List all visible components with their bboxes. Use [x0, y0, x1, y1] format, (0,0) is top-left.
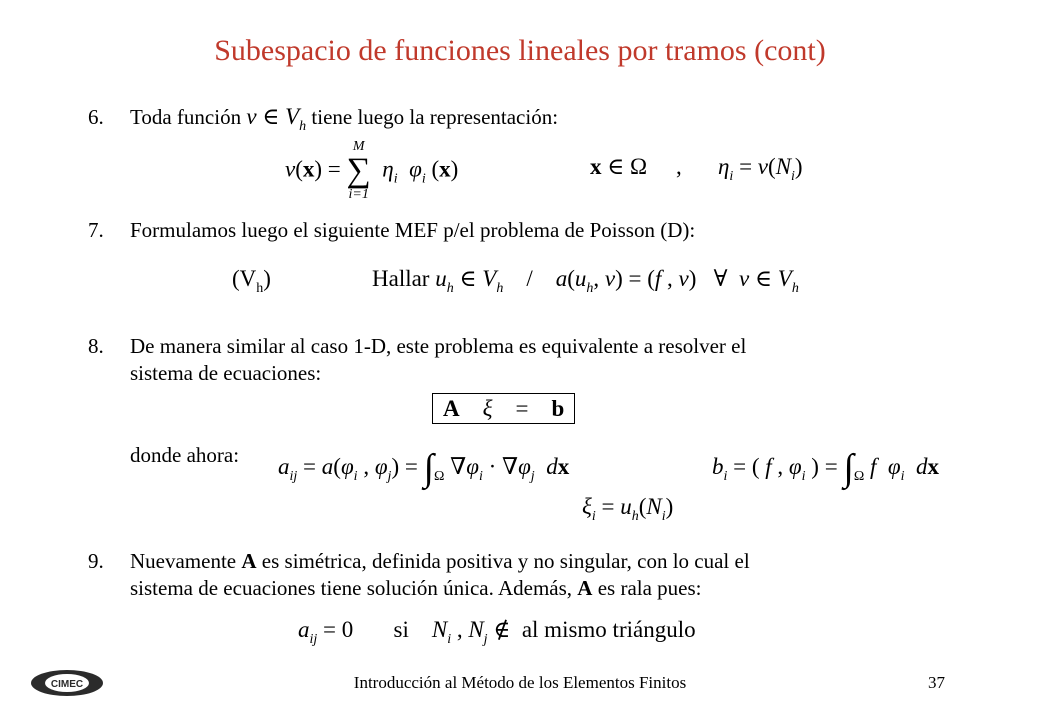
donde-label: donde ahora:: [130, 443, 240, 467]
item-text: De manera similar al caso 1-D, este problema es equivalente a resolver el: [130, 334, 747, 358]
page-number: 37: [928, 673, 945, 692]
item-text: sistema de ecuaciones:: [130, 361, 322, 385]
matrix-symbol: A: [577, 576, 593, 600]
formula-representation: v(x) = M ∑ i=1 $\eta_i$ $\varphi_i$ (x): [285, 139, 459, 202]
formula-bi: $b_i$ = ( f , $\varphi_i$ ) = $\int_\Omega$ f $\varphi_i$ dx: [712, 447, 940, 489]
item-9: [88, 548, 750, 602]
slide-title: Subespacio de funciones lineales por tramos (cont): [214, 34, 826, 67]
formula-domain: x ∈ Ω: [590, 154, 648, 179]
item-text: es rala pues:: [597, 576, 702, 600]
item-number: 8.: [88, 334, 104, 358]
formula-mef: Hallar $u_h$ ∈ $V_h$ / $a(u_h$, v) = (f , v) ∀ v ∈ $V_h$: [372, 266, 799, 296]
item-number: 6.: [88, 105, 104, 129]
formula-sparsity: $a_{ij} = 0$ si $N_i$ , $N_j$ ∉ al mismo triángulo: [298, 617, 696, 647]
inline-formula: v ∈ $V_h$: [246, 104, 307, 134]
formula-system: A ξ = b: [432, 396, 575, 422]
formula-label: $(V_h)$: [232, 266, 271, 296]
footer-title: Introducción al Método de los Elementos Finitos: [353, 673, 687, 692]
item-text: sistema de ecuaciones tiene solución única. Además,: [130, 576, 573, 600]
item-6: [88, 103, 558, 140]
item-text: es simétrica, definida positiva y no singular, con lo cual el: [261, 549, 750, 573]
svg-text:CIMEC: CIMEC: [50, 679, 84, 690]
formula-eta: $\eta_i = v(N_i)$: [718, 154, 803, 184]
matrix-symbol: A: [241, 549, 257, 573]
item-text: Nuevamente: [130, 549, 237, 573]
formula-separator: ,: [676, 154, 682, 179]
item-7: [88, 217, 695, 244]
item-8: [88, 333, 746, 387]
item-text: Toda función: [130, 105, 242, 129]
item-text: Formulamos luego el siguiente MEF p/el problema de Poisson (D):: [130, 218, 696, 242]
formula-xi: $\xi_i = u_h(N_i)$: [582, 494, 674, 524]
formula-aij: $a_{ij} = a(\varphi_i$ , $\varphi_j) = \int_\Omega$ $\nabla\varphi_i \cdot \nabla\varphi_j$ dx: [278, 447, 570, 489]
item-number: 9.: [88, 549, 104, 573]
item-text: tiene luego la representación:: [311, 105, 559, 129]
item-number: 7.: [88, 218, 104, 242]
